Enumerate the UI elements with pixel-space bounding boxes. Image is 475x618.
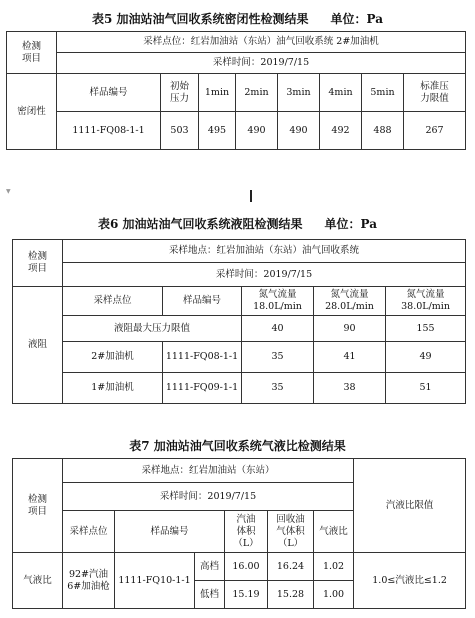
table7-location: 采样地点：红岩加油站（东站） [63,459,354,483]
text-cursor-icon [250,190,252,202]
table6-location: 采样地点：红岩加油站（东站）油气回收系统 [63,240,466,263]
table5-item-label: 检测 项目 [7,32,57,74]
table6-resistance-label: 液阻 [13,287,63,404]
table7-header-gas: 回收油 气体积 （L） [268,511,314,553]
table7-ratio-cell: 1.02 [314,553,354,581]
table7-fuel-cell: 15.19 [225,581,268,609]
table6-point-cell: 2#加油机 [63,342,163,373]
table5-header-cell: 标准压 力限值 [404,74,466,112]
table-row [13,373,466,404]
table7-limit-header: 汽液比限值 [354,459,466,553]
table6-value-cell: 41 [314,342,386,373]
table7-gas-cell: 15.28 [268,581,314,609]
table6-header-flow: 氮气流量 18.0L/min [242,287,314,316]
table5-header-cell: 2min [236,74,278,112]
table5-value-cell: 1111-FQ08-1-1 [57,112,161,150]
table7-header-fuel: 汽油 体积 （L） [225,511,268,553]
table5-location: 采样点位：红岩加油站（东站）油气回收系统 2#加油机 [57,32,466,53]
table7-ratio-label: 气液比 [13,553,63,609]
table6-value-cell: 38 [314,373,386,404]
table5-time: 采样时间：2019/7/15 [57,53,466,74]
table6-limit-label: 液阻最大压力限值 [63,316,242,342]
table6-header-flow: 氮气流量 38.0L/min [386,287,466,316]
table7-item-label: 检测 项目 [13,459,63,553]
table-row [13,553,466,581]
table6 [12,239,466,404]
table6-limit-cell: 90 [314,316,386,342]
table6-header-sample: 样品编号 [163,287,242,316]
table5-value-cell: 503 [161,112,199,150]
table5-value-cell: 492 [320,112,362,150]
table5-header-cell: 1min [199,74,236,112]
table5-tightness-label: 密闭性 [7,74,57,150]
table5-value-cell: 495 [199,112,236,150]
table6-time: 采样时间：2019/7/15 [63,263,466,287]
table6-limit-cell: 155 [386,316,466,342]
table7-ratio-cell: 1.00 [314,581,354,609]
table5-header-cell: 3min [278,74,320,112]
table7-header-ratio: 气液比 [314,511,354,553]
table7-gear-cell: 低档 [195,581,225,609]
table5-value-cell: 490 [236,112,278,150]
table6-unit: 单位：Pa [324,217,377,231]
table7-gear-cell: 高档 [195,553,225,581]
table5 [6,31,466,150]
table5-value-cell: 488 [362,112,404,150]
table-row [13,342,466,373]
table7-title: 表7 加油站油气回收系统气液比检测结果 [129,439,346,453]
table7-caption [0,437,475,454]
table5-value-cell: 267 [404,112,466,150]
table6-point-cell: 1#加油机 [63,373,163,404]
table5-unit: 单位：Pa [330,12,383,26]
table5-title: 表5 加油站油气回收系统密闭性检测结果 [91,12,309,26]
table6-item-label: 检测 项目 [13,240,63,287]
table7-point-cell: 92#汽油 6#加油枪 [63,553,115,609]
table5-value-cell: 490 [278,112,320,150]
table6-caption [0,215,475,232]
collapse-marker-icon: ▼ [6,188,11,195]
table7-limit-value: 1.0≤汽液比≤1.2 [354,553,466,609]
table5-header-cell: 5min [362,74,404,112]
table7-header-sample: 样品编号 [115,511,225,553]
table7-fuel-cell: 16.00 [225,553,268,581]
table7-sample-cell: 1111-FQ10-1-1 [115,553,195,609]
table6-value-cell: 35 [242,342,314,373]
table6-header-flow: 氮气流量 28.0L/min [314,287,386,316]
table6-title: 表6 加油站油气回收系统液阻检测结果 [97,217,303,231]
table6-sample-cell: 1111-FQ08-1-1 [163,342,242,373]
table7-time: 采样时间：2019/7/15 [63,483,354,511]
table7 [12,458,466,609]
table7-gas-cell: 16.24 [268,553,314,581]
table6-sample-cell: 1111-FQ09-1-1 [163,373,242,404]
table7-header-point: 采样点位 [63,511,115,553]
table6-value-cell: 35 [242,373,314,404]
table6-limit-cell: 40 [242,316,314,342]
table5-caption [0,10,475,27]
table5-header-cell: 样品编号 [57,74,161,112]
table6-header-point: 采样点位 [63,287,163,316]
table6-value-cell: 51 [386,373,466,404]
table5-header-cell: 4min [320,74,362,112]
table5-header-cell: 初始 压力 [161,74,199,112]
table6-value-cell: 49 [386,342,466,373]
